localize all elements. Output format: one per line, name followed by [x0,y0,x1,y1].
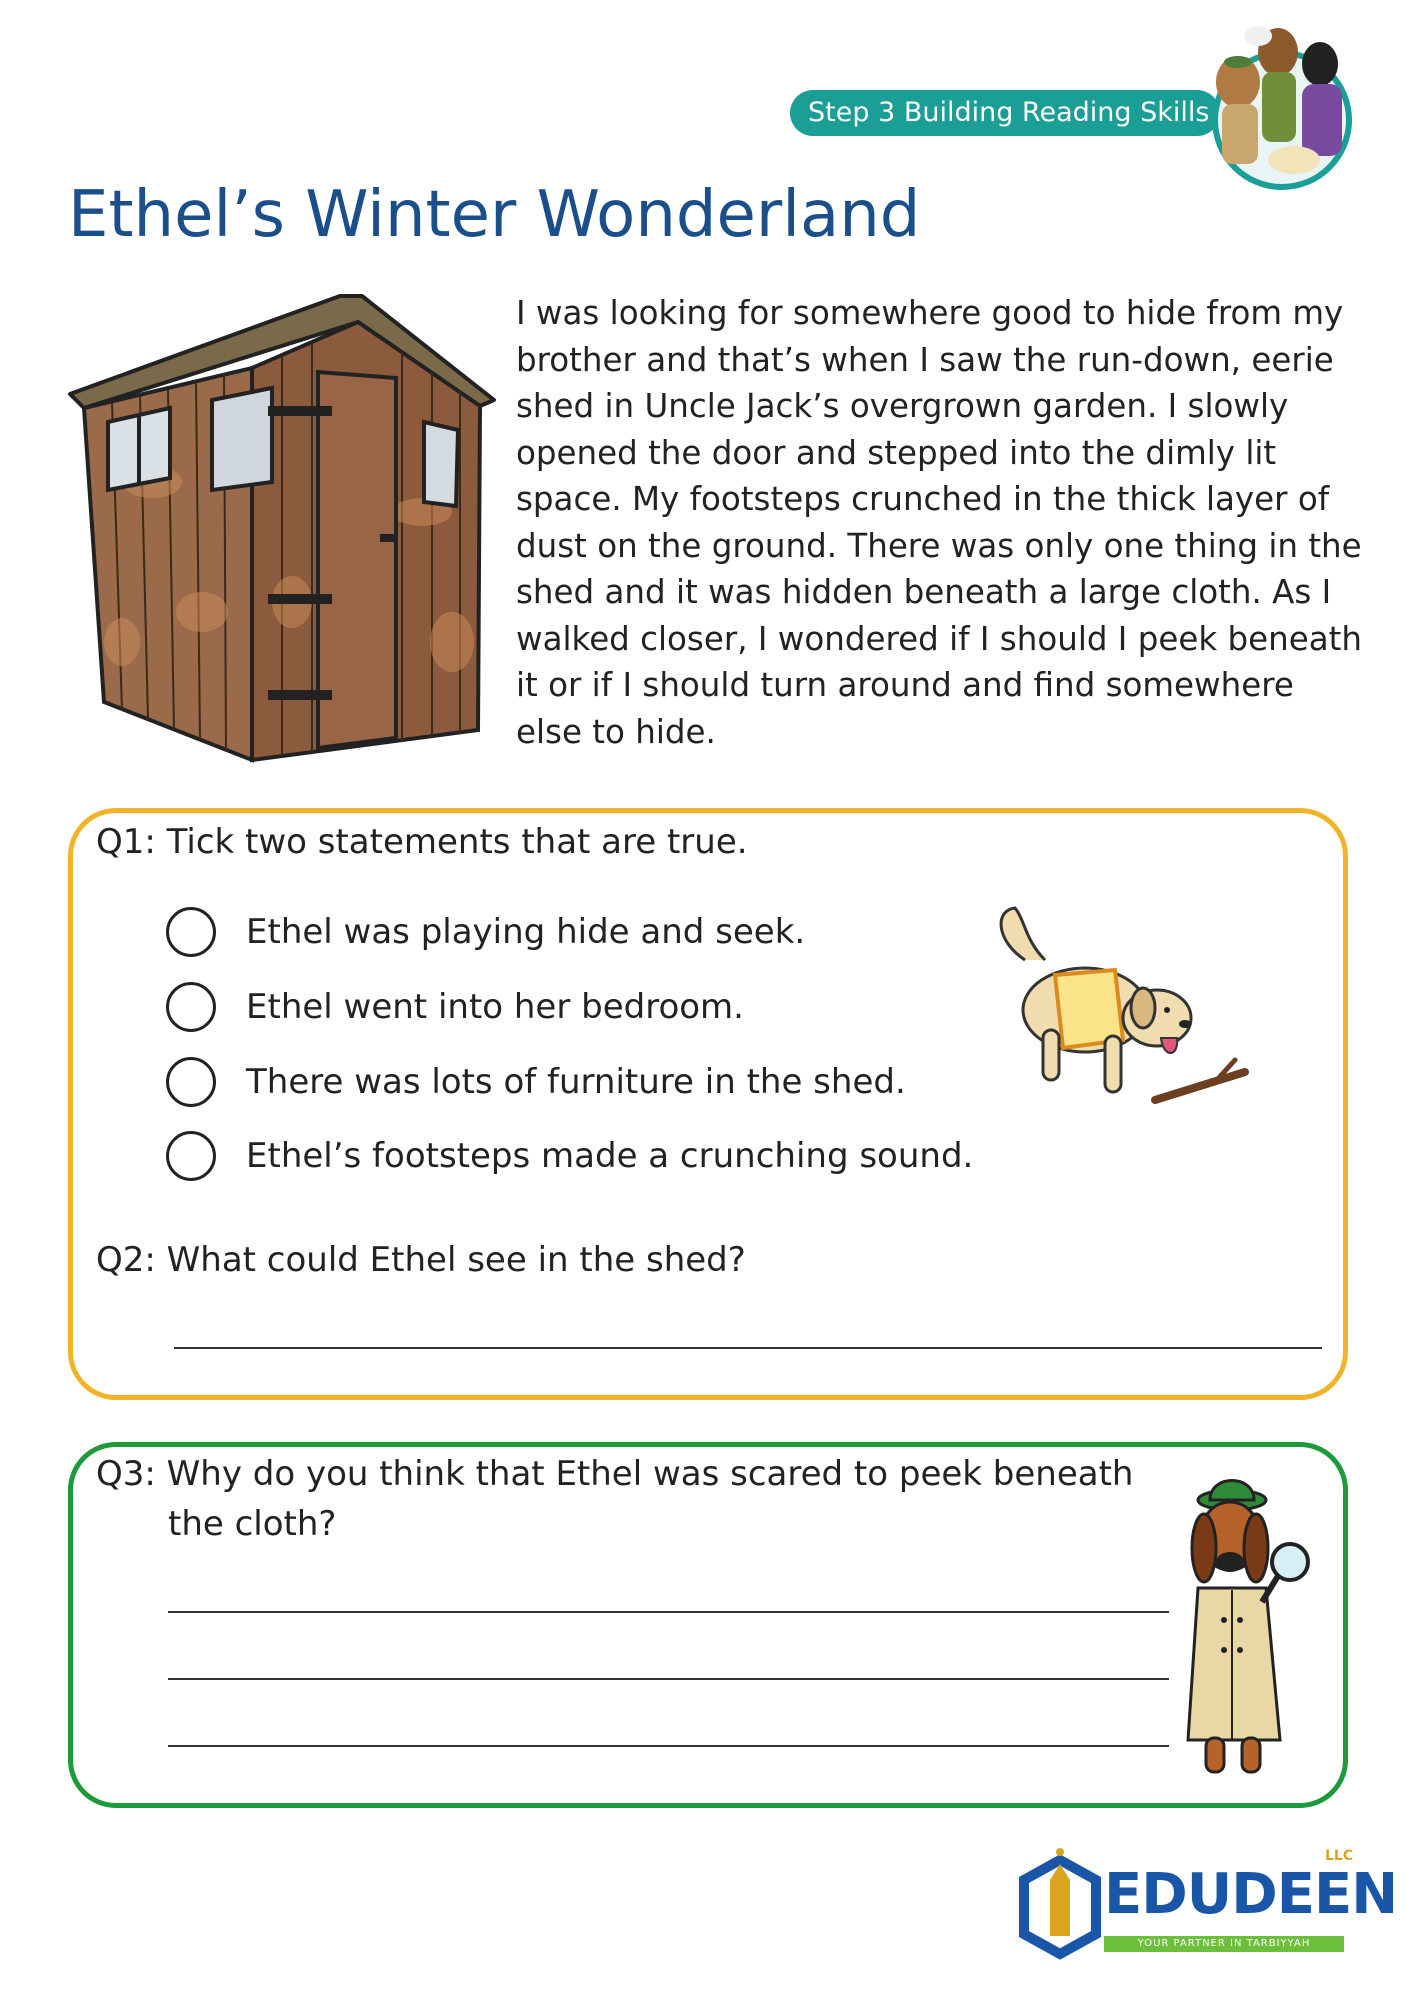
option-label: Ethel was playing hide and seek. [246,912,806,952]
page-title: Ethel’s Winter Wonderland [68,178,921,252]
tick-circle[interactable] [166,1131,216,1181]
passage-line: opened the door and stepped into the dimly lit [516,433,1277,472]
logo-brand-part1: EDU [1104,1862,1232,1927]
tick-circle[interactable] [166,907,216,957]
q3-prompt: Q3: Why do you think that Ethel was scared to peek beneath [96,1454,1134,1494]
step-badge: Step 3 Building Reading Skills [790,90,1220,136]
q1-option-4[interactable] [166,1128,973,1184]
passage-line: else to hide. [516,712,716,751]
q2-prompt: Q2: What could Ethel see in the shed? [96,1240,746,1280]
passage-line: shed and it was hidden beneath a large cloth. As I [516,573,1332,611]
passage-line: brother and that’s when I saw the run-down, eerie [516,340,1334,379]
passage-line: space. My footsteps crunched in the thick layer of [516,480,1330,518]
logo-brand-part2: DEEN [1231,1862,1398,1927]
logo-wordmark [1104,1862,1397,1927]
question-box-q3 [68,1442,1348,1808]
option-label: Ethel’s footsteps made a crunching sound. [246,1136,974,1176]
logo-tagline: YOUR PARTNER IN TARBIYYAH [1104,1936,1344,1952]
q3-answer-line[interactable] [168,1678,1169,1680]
q2-answer-line[interactable] [174,1347,1322,1349]
tick-circle[interactable] [166,1057,216,1107]
passage-line: I was looking for somewhere good to hide from my [516,294,1344,332]
q3-prompt-continued: the cloth? [168,1504,337,1544]
characters-illustration [1198,12,1358,196]
q1-prompt: Q1: Tick two statements that are true. [96,822,748,862]
dog-illustration [985,900,1255,1120]
shed-illustration [62,282,498,772]
option-label: There was lots of furniture in the shed. [246,1062,906,1102]
logo-suffix: LLC [1325,1848,1354,1864]
q3-answer-line[interactable] [168,1611,1169,1613]
q3-answer-line[interactable] [168,1745,1169,1747]
passage-line: dust on the ground. There was only one thing in the [516,526,1362,565]
reading-passage [516,290,1386,755]
passage-line: shed in Uncle Jack’s overgrown garden. I slowly [516,387,1289,425]
q1-option-3[interactable] [166,1054,906,1110]
tick-circle[interactable] [166,982,216,1032]
passage-line: it or if I should turn around and find somewhere [516,666,1294,704]
q1-option-2[interactable] [166,979,744,1035]
q1-option-1[interactable] [166,904,805,960]
option-label: Ethel went into her bedroom. [246,987,744,1027]
passage-line: walked closer, I wondered if I should I peek beneath [516,619,1362,658]
detective-dog-illustration [1180,1470,1320,1780]
